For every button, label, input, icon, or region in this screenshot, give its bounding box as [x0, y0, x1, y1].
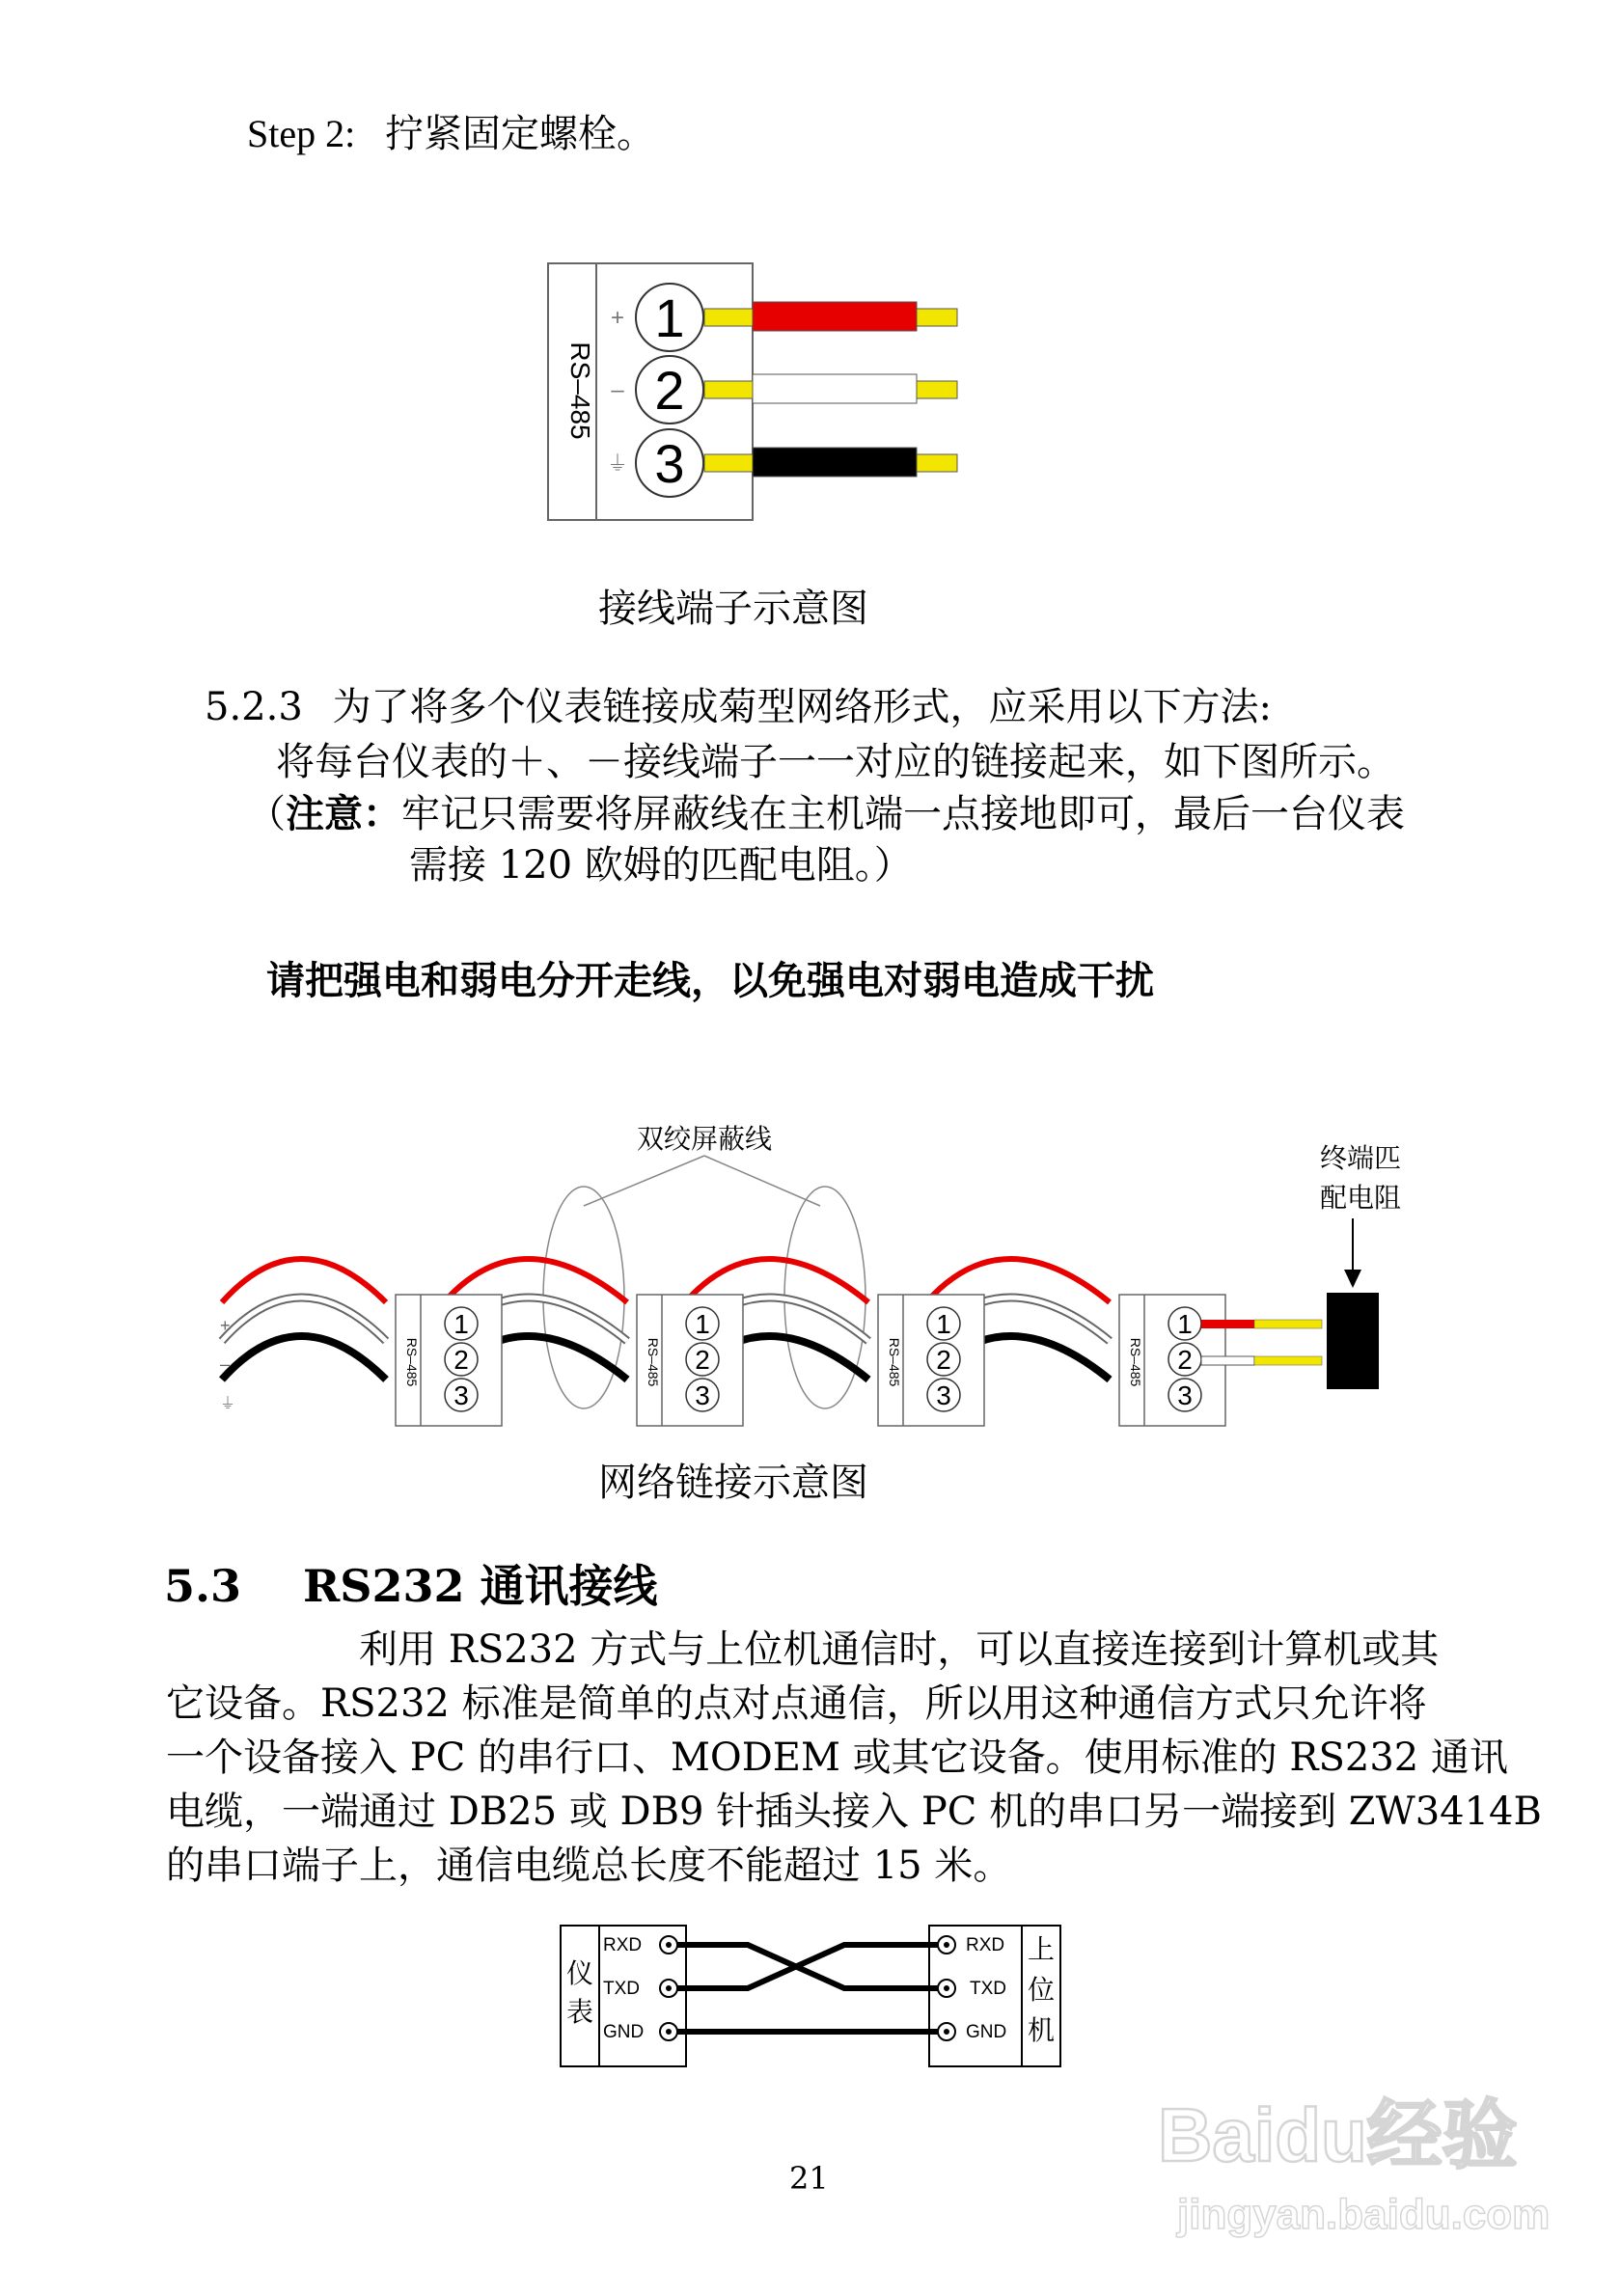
note-line2: 需接 120 欧姆的匹配电阻。）: [409, 843, 913, 888]
page-number: 21: [789, 2160, 829, 2197]
terminal-number-3: 3: [654, 433, 685, 494]
network-block-1-n2: 2: [453, 1345, 469, 1375]
network-block-3-label: RS–485: [887, 1337, 902, 1387]
step-line: [247, 108, 655, 160]
instrument-label-1: 仪: [565, 1957, 594, 1989]
terminal-wire-3: [753, 448, 917, 477]
right-pin-txd: TXD: [970, 1979, 1006, 1999]
network-block-3-n2: 2: [936, 1345, 951, 1375]
network-diagram: [203, 1109, 1418, 1457]
terminal-wire-3-tip-out: [917, 454, 957, 472]
wire-rxd-txd: [677, 1945, 938, 1988]
resistor-arrow: [1344, 1270, 1361, 1288]
note-open-paren: （: [247, 792, 286, 836]
host-label-3: 机: [1027, 2014, 1056, 2046]
terminal-wire-1-tip-in: [704, 309, 755, 326]
right-pin-rxd: RXD: [966, 1935, 1005, 1955]
network-block-4-n3: 3: [1177, 1380, 1193, 1410]
paragraph-line-4: 电缆，一端通过 DB25 或 DB9 针插头接入 PC 机的串口另一端接到 ZW3414B: [166, 1790, 1542, 1834]
terminal-block-label: RS–485: [565, 342, 595, 440]
section-53-paragraph: [166, 1623, 1542, 1893]
resistor-wire-white: [1201, 1356, 1254, 1365]
step-label: Step 2:: [247, 112, 356, 155]
section-523-note: [247, 788, 1405, 840]
resistor-wire-red: [1201, 1320, 1254, 1328]
step-text: 拧紧固定螺栓。: [384, 112, 655, 156]
paragraph-line-2: 它设备。RS232 标准是简单的点对点通信，所以用这种通信方式只允许将: [166, 1681, 1427, 1726]
terminal-number-1: 1: [654, 287, 685, 348]
terminal-wire-2: [753, 374, 917, 403]
terminal-wire-2-tip-in: [704, 381, 755, 398]
network-block-2: [637, 1295, 743, 1426]
network-block-1-n3: 3: [453, 1380, 469, 1410]
section-523-number: 5.2.3: [205, 685, 303, 729]
paragraph-line-1: 利用 RS232 方式与上位机通信时，可以直接连接到计算机或其: [166, 1627, 1440, 1672]
terminal-wire-1: [753, 302, 917, 331]
section-53-heading: [164, 1557, 658, 1615]
rs232-diagram: [555, 1920, 1066, 2074]
host-label-1: 上: [1027, 1933, 1056, 1965]
network-block-2-n3: 3: [695, 1380, 710, 1410]
network-block-4-n2: 2: [1177, 1345, 1193, 1375]
terminal-wire-3-tip-in: [704, 454, 755, 472]
left-pin-txd: TXD: [603, 1979, 640, 1999]
terminal-caption: 接线端子示意图: [598, 587, 868, 631]
section-53-number: 5.3: [164, 1560, 242, 1612]
terminal-symbol-minus: –: [611, 377, 624, 403]
resistor-label-1: 终端匹: [1319, 1143, 1402, 1173]
network-symbol-minus: –: [220, 1354, 231, 1374]
wire-txd-rxd: [677, 1945, 938, 1988]
resistor-label-2: 配电阻: [1319, 1183, 1402, 1213]
paragraph-line-5: 的串口端子上，通信电缆总长度不能超过 15 米。: [166, 1844, 1012, 1888]
network-block-4-n1: 1: [1177, 1309, 1193, 1339]
note-label: 注意：: [286, 791, 401, 836]
network-caption: 网络链接示意图: [598, 1461, 868, 1505]
network-block-2-n1: 1: [695, 1309, 710, 1339]
host-label-2: 位: [1027, 1974, 1056, 2006]
network-block-1-label: RS–485: [404, 1337, 420, 1387]
watermark-url: jingyan.baidu.com: [1177, 2191, 1551, 2238]
network-block-2-n2: 2: [695, 1345, 710, 1375]
network-block-2-label: RS–485: [646, 1337, 661, 1387]
baidu-watermark: [1153, 2064, 1578, 2257]
left-pin-rxd: RXD: [603, 1935, 643, 1955]
terminal-diagram: [540, 256, 965, 526]
shield-label: 双绞屏蔽线: [636, 1124, 773, 1154]
section-53-title: RS232 通讯接线: [303, 1560, 658, 1612]
network-block-4-label: RS–485: [1128, 1337, 1143, 1387]
left-pin-gnd: GND: [603, 2022, 645, 2042]
note-line1: 牢记只需要将屏蔽线在主机端一点接地即可，最后一台仪表: [401, 792, 1405, 836]
section-523-line2: 将每台仪表的＋、－接线端子一一对应的链接起来，如下图所示。: [276, 740, 1395, 784]
network-symbol-plus: +: [220, 1316, 231, 1335]
terminal-wire-1-tip-out: [917, 309, 957, 326]
terminal-wire-2-tip-out: [917, 381, 957, 398]
terminal-symbol-ground: ⏚: [606, 451, 629, 476]
terminating-resistor: [1327, 1293, 1379, 1389]
watermark-logo: Baidu经验: [1158, 2092, 1518, 2177]
right-pin-gnd: GND: [966, 2022, 1007, 2042]
network-block-3-n1: 1: [936, 1309, 951, 1339]
network-block-1-n1: 1: [453, 1309, 469, 1339]
network-block-1: [396, 1295, 502, 1426]
terminal-number-2: 2: [654, 360, 685, 421]
paragraph-line-3: 一个设备接入 PC 的串行口、MODEM 或其它设备。使用标准的 RS232 通讯: [166, 1736, 1508, 1780]
network-block-3-n3: 3: [936, 1380, 951, 1410]
terminal-symbol-plus: +: [610, 305, 625, 331]
network-symbol-ground: ⏚: [220, 1396, 236, 1412]
section-523-line1: [205, 681, 1272, 733]
section-523-intro: 为了将多个仪表链接成菊型网络形式，应采用以下方法:: [332, 685, 1272, 729]
instrument-label-2: 表: [565, 1996, 594, 2028]
network-block-3: [878, 1295, 984, 1426]
wiring-warning: 请把强电和弱电分开走线，以免强电对弱电造成干扰: [266, 958, 1154, 1003]
